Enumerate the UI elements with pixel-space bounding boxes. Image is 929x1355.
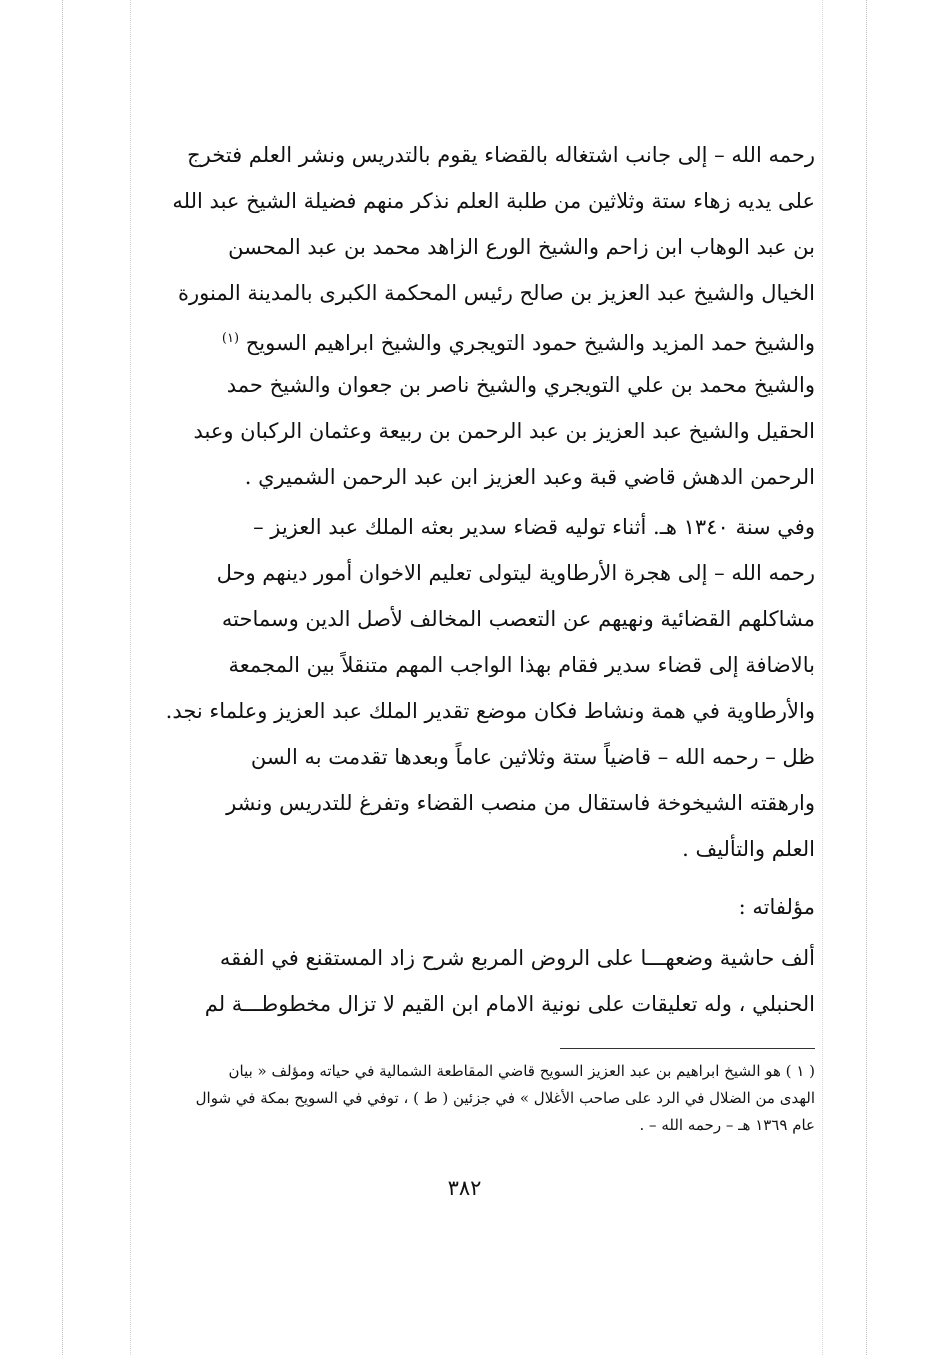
paragraph-line: وفي سنة ١٣٤٠ هـ. أثناء توليه قضاء سدير بعثه الملك عبد العزيز – xyxy=(253,515,815,539)
paragraph-line: رحمه الله – إلى هجرة الأرطاوية ليتولى تعليم الاخوان أمور دينهم وحل xyxy=(216,561,815,585)
scan-border-right xyxy=(866,0,867,1355)
scan-fold-right xyxy=(822,0,823,1355)
paragraph-line: الخيال والشيخ عبد العزيز بن صالح رئيس المحكمة الكبرى بالمدينة المنورة xyxy=(178,281,815,305)
footnote-marker: (١) xyxy=(221,331,240,346)
page-number: ٣٨٢ xyxy=(447,1176,482,1200)
paragraph-line: العلم والتأليف . xyxy=(682,837,815,861)
paragraph-line: الرحمن الدهش قاضي قبة وعبد العزيز ابن عبد الرحمن الشميري . xyxy=(244,465,815,489)
footnote-line: عام ١٣٦٩ هـ – رحمه الله – . xyxy=(639,1116,815,1134)
section-heading: مؤلفاته : xyxy=(738,895,815,919)
paragraph-1 xyxy=(148,132,815,500)
paragraph-line: على يديه زهاء ستة وثلاثين من طلبة العلم نذكر منهم فضيلة الشيخ عبد الله xyxy=(172,189,815,213)
paragraph-3 xyxy=(148,734,815,872)
paragraph-line: ظل – رحمه الله – قاضياً ستة وثلاثين عاماً وبعدها تقدمت به السن xyxy=(250,745,815,769)
paragraph-4 xyxy=(148,935,815,1027)
footnote-line: ( ١ ) هو الشيخ ابراهيم بن عبد العزيز السويح قاضي المقاطعة الشمالية في حياته ومؤلف « بيان xyxy=(228,1062,815,1080)
footnote-divider xyxy=(560,1048,815,1049)
paragraph-line: ألف حاشية وضعهـــا على الروض المربع شرح زاد المستقنع في الفقه xyxy=(219,946,815,970)
paragraph-line: والشيخ محمد بن علي التويجري والشيخ ناصر بن جعوان والشيخ حمد xyxy=(226,373,815,397)
scan-border-left xyxy=(62,0,63,1355)
paragraph-line: مشاكلهم القضائية ونهيهم عن التعصب المخالف لأصل الدين وسماحته xyxy=(221,607,815,631)
paragraph-line: الحقيل والشيخ عبد العزيز بن عبد الرحمن بن ربيعة وعثمان الركبان وعبد xyxy=(193,419,815,443)
paragraph-line: رحمه الله – إلى جانب اشتغاله بالقضاء يقوم بالتدريس ونشر العلم فتخرج xyxy=(187,143,815,167)
footnote-line: الهدى من الضلال في الرد على صاحب الأغلال » في جزئين ( ط ) ، توفي في السويح بمكة في شوال xyxy=(195,1089,815,1107)
paragraph-line: وارهقته الشيخوخة فاستقال من منصب القضاء وتفرغ للتدريس ونشر xyxy=(226,791,815,815)
paragraph-line: الحنبلي ، وله تعليقات على نونية الامام ابن القيم لا تزال مخطوطـــة لم xyxy=(204,992,815,1016)
scan-fold-left xyxy=(130,0,131,1355)
footnote xyxy=(148,1058,815,1139)
paragraph-line-text: والشيخ حمد المزيد والشيخ حمود التويجري والشيخ ابراهيم السويح xyxy=(245,331,815,355)
paragraph-line: والأرطاوية في همة ونشاط فكان موضع تقدير الملك عبد العزيز وعلماء نجد. xyxy=(165,699,815,723)
paragraph-line: بن عبد الوهاب ابن زاحم والشيخ الورع الزاهد محمد بن عبد المحسن xyxy=(228,235,815,259)
paragraph-2 xyxy=(148,504,815,734)
paragraph-line-with-footnote xyxy=(148,316,815,362)
paragraph-line: بالاضافة إلى قضاء سدير فقام بهذا الواجب المهم متنقلاً بين المجمعة xyxy=(228,653,815,677)
